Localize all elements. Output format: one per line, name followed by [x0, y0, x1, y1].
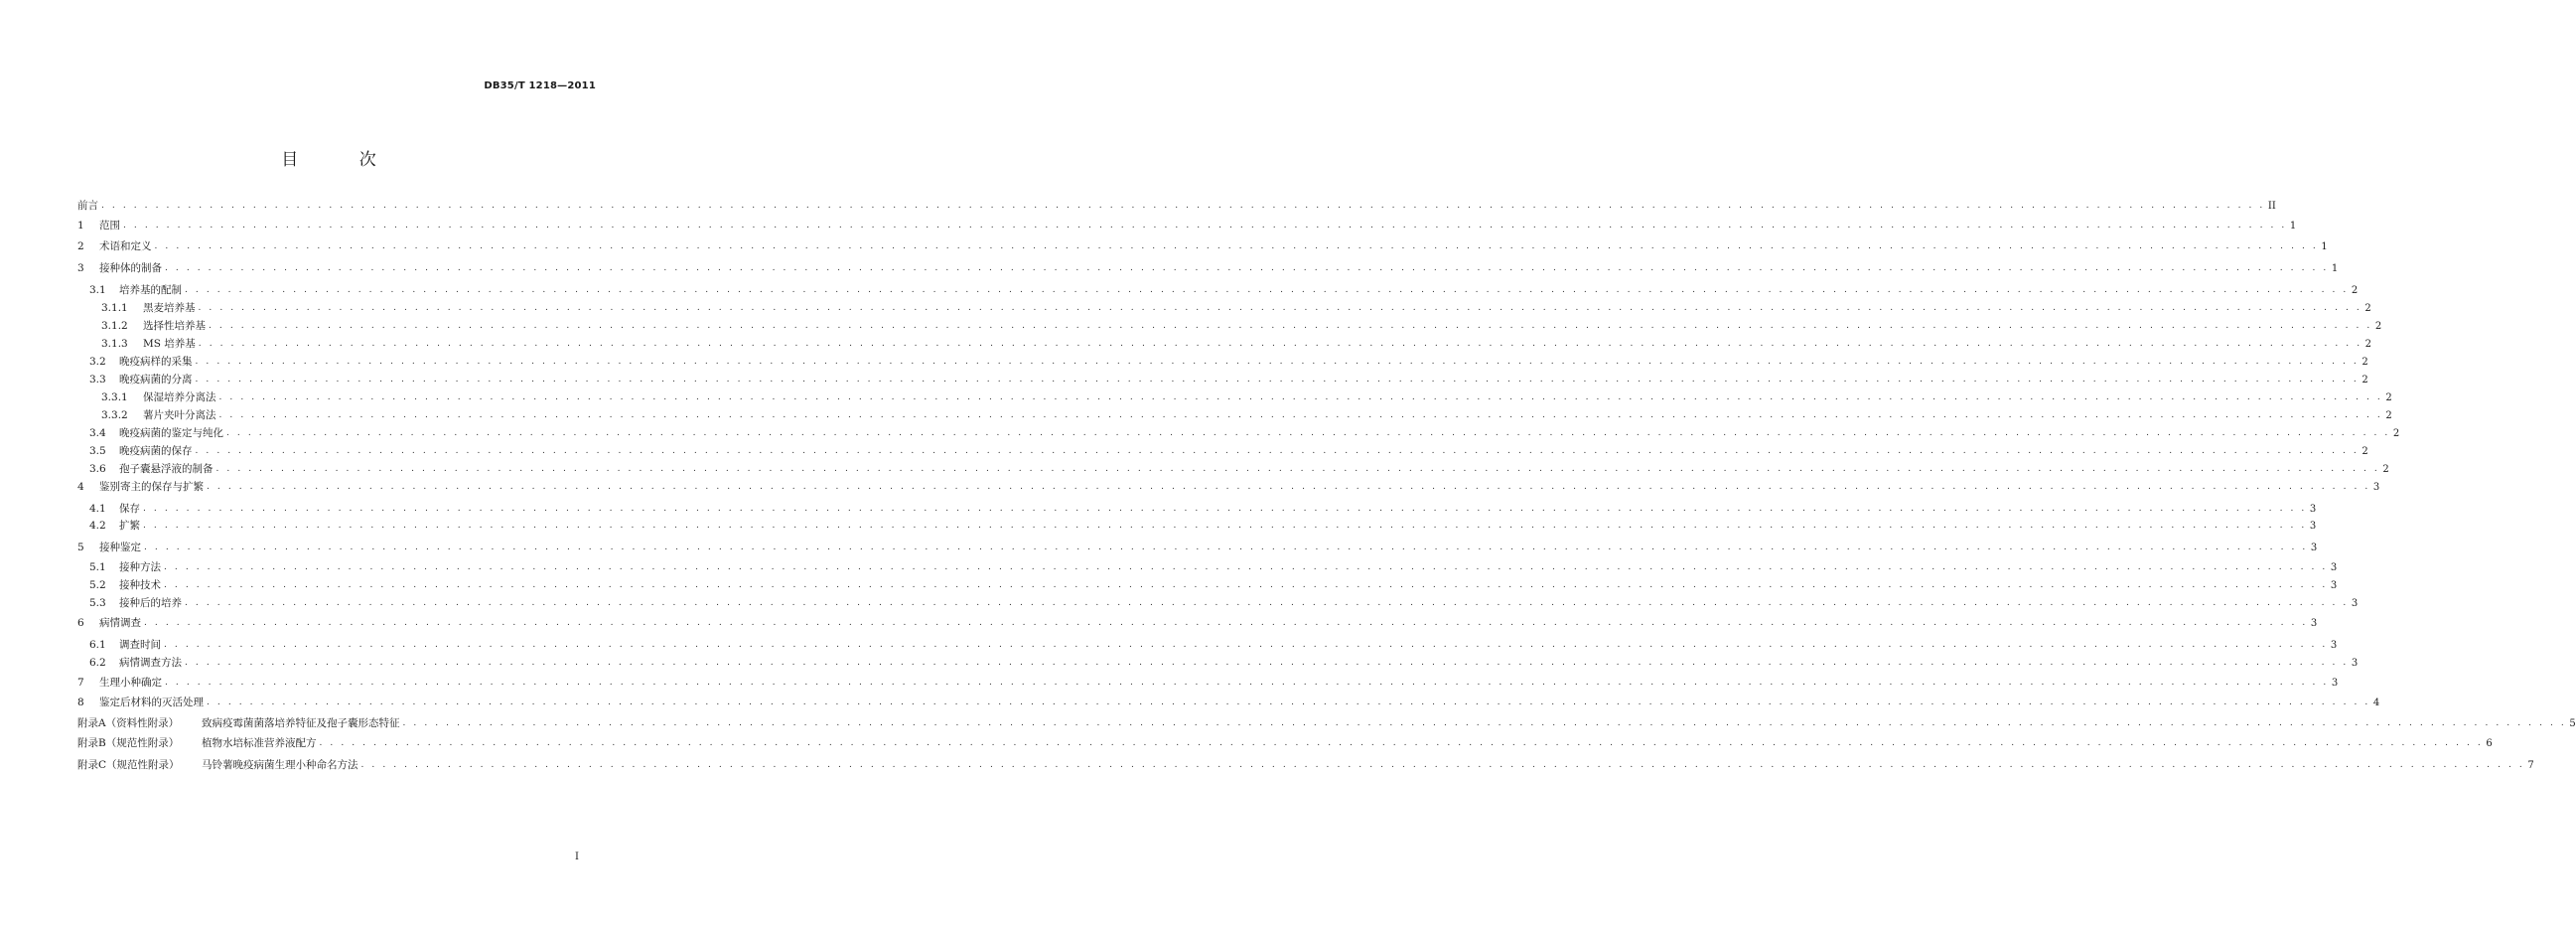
toc-entry-number: 5.2 [89, 579, 106, 591]
toc-entry-page: 5 [2569, 718, 2576, 729]
toc-entry-label: 术语和定义 [99, 240, 152, 252]
toc-entry-page: 2 [2361, 375, 2368, 386]
toc-entry-page: 2 [2364, 339, 2372, 350]
toc-entry-label: 接种鉴定 [99, 542, 141, 553]
dot-leader: . . . . . . . . . . . . . . . . . . . . . . . . . . . . . . . . . . . . . . . . . . . . . . . . . . . . . . . . . . . . . . . . . . . . . . . . . . . . . . . . . . . . . . . . . . . . . . . . . . . . . . . . . . . . . . . . . . . . . . . . . . . . . . . . . . . . . . . . . . . . . . . . . . . . . . . . . . . . . . . . . . . . . . . . . . . . . . . . . . . . . . . . . . . . . . . . . . . . . . . . [360, 760, 2525, 770]
dot-leader: . . . . . . . . . . . . . . . . . . . . . . . . . . . . . . . . . . . . . . . . . . . . . . . . . . . . . . . . . . . . . . . . . . . . . . . . . . . . . . . . . . . . . . . . . . . . . . . . . . . . . . . . . . . . . . . . . . . . . . . . . . . . . . . . . . . . . . . . . . . . . . . . . . . . . . . . . . . . . . . . . . . . . . . . . . . . . . . . . . . . . . . . . . . . . . . . . . . . . . . . [143, 504, 2307, 514]
toc-entry-number: 8 [77, 697, 84, 708]
toc-entry[interactable] [77, 559, 2338, 576]
toc-entry[interactable] [77, 425, 2400, 442]
dot-leader: . . . . . . . . . . . . . . . . . . . . . . . . . . . . . . . . . . . . . . . . . . . . . . . . . . . . . . . . . . . . . . . . . . . . . . . . . . . . . . . . . . . . . . . . . . . . . . . . . . . . . . . . . . . . . . . . . . . . . . . . . . . . . . . . . . . . . . . . . . . . . . . . . . . . . . . . . . . . . . . . . . . . . . . . . . . . . . . . . . . . . . . . . . . . . . . . . . . . . . . . [164, 580, 2328, 590]
toc-entry-page: 2 [2364, 303, 2371, 314]
dot-leader: . . . . . . . . . . . . . . . . . . . . . . . . . . . . . . . . . . . . . . . . . . . . . . . . . . . . . . . . . . . . . . . . . . . . . . . . . . . . . . . . . . . . . . . . . . . . . . . . . . . . . . . . . . . . . . . . . . . . . . . . . . . . . . . . . . . . . . . . . . . . . . . . . . . . . . . . . . . . . . . . . . . . . . . . . . . . . . . . . . . . . . . . . . . . . . . . . . . . . . . . [154, 241, 2319, 251]
toc-entry-number: 3.2 [89, 356, 106, 368]
toc-entry-number: 3.1 [89, 284, 106, 296]
toc-entry-page: 4 [2372, 698, 2380, 708]
toc-entry-number: 附录A（资料性附录） [77, 717, 180, 729]
toc-entry[interactable] [77, 461, 2389, 478]
page-title: 目 次 [281, 150, 404, 170]
toc-entry-number: 3.3.1 [101, 391, 128, 403]
toc-entry[interactable] [77, 372, 2368, 388]
toc-entry[interactable] [77, 318, 2382, 335]
dot-leader: . . . . . . . . . . . . . . . . . . . . . . . . . . . . . . . . . . . . . . . . . . . . . . . . . . . . . . . . . . . . . . . . . . . . . . . . . . . . . . . . . . . . . . . . . . . . . . . . . . . . . . . . . . . . . . . . . . . . . . . . . . . . . . . . . . . . . . . . . . . . . . . . . . . . . . . . . . . . . . . . . . . . . . . . . . . . . . . . . . . . . . . . . . . . . . . . . . . . . . . . [143, 521, 2307, 531]
toc-entry-number: 7 [77, 677, 84, 689]
dot-leader: . . . . . . . . . . . . . . . . . . . . . . . . . . . . . . . . . . . . . . . . . . . . . . . . . . . . . . . . . . . . . . . . . . . . . . . . . . . . . . . . . . . . . . . . . . . . . . . . . . . . . . . . . . . . . . . . . . . . . . . . . . . . . . . . . . . . . . . . . . . . . . . . . . . . . . . . . . . . . . . . . . . . . . . . . . . . . . . . . . . . . . . . . . . . . . . . . . . . . . . . [185, 598, 2349, 608]
toc-entry-number: 4 [77, 481, 84, 493]
toc-entry-label: 晚疫病菌的鉴定与纯化 [119, 427, 223, 439]
toc-entry-number: 6 [77, 617, 84, 629]
toc-entry-label: 马铃薯晚疫病菌生理小种命名方法 [202, 759, 358, 771]
toc-entry-label: 调查时间 [119, 639, 161, 651]
toc-entry-label: 接种技术 [119, 579, 161, 591]
toc-entry-label: 晚疫病菌的分离 [119, 374, 193, 386]
toc-entry[interactable] [77, 389, 2392, 406]
dot-leader: . . . . . . . . . . . . . . . . . . . . . . . . . . . . . . . . . . . . . . . . . . . . . . . . . . . . . . . . . . . . . . . . . . . . . . . . . . . . . . . . . . . . . . . . . . . . . . . . . . . . . . . . . . . . . . . . . . . . . . . . . . . . . . . . . . . . . . . . . . . . . . . . . . . . . . . . . . . . . . . . . . . . . . . . . . . . . . . . . . . . . . . . . . . . . . . . . . . . . . . . [207, 698, 2370, 707]
dot-leader: . . . . . . . . . . . . . . . . . . . . . . . . . . . . . . . . . . . . . . . . . . . . . . . . . . . . . . . . . . . . . . . . . . . . . . . . . . . . . . . . . . . . . . . . . . . . . . . . . . . . . . . . . . . . . . . . . . . . . . . . . . . . . . . . . . . . . . . . . . . . . . . . . . . . . . . . . . . . . . . . . . . . . . . . . . . . . . . . . . . . . . . . . . . . . . . . . . . . . . . . [101, 201, 2265, 211]
toc-entry-page: 3 [2331, 678, 2339, 689]
toc-entry[interactable] [77, 655, 2359, 672]
toc-entry[interactable] [77, 238, 2328, 255]
toc-entry[interactable] [77, 637, 2338, 654]
dot-leader: . . . . . . . . . . . . . . . . . . . . . . . . . . . . . . . . . . . . . . . . . . . . . . . . . . . . . . . . . . . . . . . . . . . . . . . . . . . . . . . . . . . . . . . . . . . . . . . . . . . . . . . . . . . . . . . . . . . . . . . . . . . . . . . . . . . . . . . . . . . . . . . . . . . . . . . . . . . . . . . . . . . . . . . . . . . . . . . . . . . . . . . . . . . . . . . . . . . . . . . . [165, 263, 2329, 273]
toc-entry-label: 致病疫霉菌菌落培养特征及孢子囊形态特征 [202, 717, 400, 729]
toc-entry[interactable] [77, 260, 2339, 277]
toc-entry-label: 培养基的配制 [119, 284, 182, 296]
dot-leader: . . . . . . . . . . . . . . . . . . . . . . . . . . . . . . . . . . . . . . . . . . . . . . . . . . . . . . . . . . . . . . . . . . . . . . . . . . . . . . . . . . . . . . . . . . . . . . . . . . . . . . . . . . . . . . . . . . . . . . . . . . . . . . . . . . . . . . . . . . . . . . . . . . . . . . . . . . . . . . . . . . . . . . . . . . . . . . . . . . . . . . . . . . . . . . . . . . . . . . . . [144, 542, 2308, 552]
toc-entry-page: 2 [2392, 428, 2400, 439]
toc-entry-page: 2 [2385, 410, 2392, 421]
toc-entry-page: 3 [2351, 658, 2359, 669]
toc-entry-label: 病情调查方法 [119, 657, 182, 669]
toc-entry-label: 扩繁 [119, 520, 140, 532]
toc-entry[interactable] [77, 577, 2338, 594]
toc-entry-label: 鉴定后材料的灭活处理 [99, 697, 204, 708]
toc-entry-page: 2 [2361, 446, 2368, 457]
toc-entry-label: 接种方法 [119, 561, 161, 573]
toc-entry-label: 薯片夹叶分离法 [143, 409, 216, 421]
toc-entry-page: 3 [2309, 521, 2317, 532]
toc-entry[interactable] [77, 218, 2297, 234]
toc-entry-page: 3 [2351, 598, 2359, 609]
toc-entry-label: 晚疫病样的采集 [119, 356, 193, 368]
toc-entry-page: 3 [2330, 580, 2338, 591]
toc-entry[interactable] [77, 615, 2318, 632]
dot-leader: . . . . . . . . . . . . . . . . . . . . . . . . . . . . . . . . . . . . . . . . . . . . . . . . . . . . . . . . . . . . . . . . . . . . . . . . . . . . . . . . . . . . . . . . . . . . . . . . . . . . . . . . . . . . . . . . . . . . . . . . . . . . . . . . . . . . . . . . . . . . . . . . . . . . . . . . . . . . . . . . . . . . . . . . . . . . . . . . . . . . . . . . . . . . . . . . . . . . . . . . [319, 738, 2484, 748]
page-number: I [575, 852, 579, 862]
toc-entry-page: 1 [2331, 263, 2339, 274]
dot-leader: . . . . . . . . . . . . . . . . . . . . . . . . . . . . . . . . . . . . . . . . . . . . . . . . . . . . . . . . . . . . . . . . . . . . . . . . . . . . . . . . . . . . . . . . . . . . . . . . . . . . . . . . . . . . . . . . . . . . . . . . . . . . . . . . . . . . . . . . . . . . . . . . . . . . . . . . . . . . . . . . . . . . . . . . . . . . . . . . . . . . . . . . . . . . . . . . . . . . . . . . [198, 303, 2362, 313]
toc-entry-page: 3 [2372, 482, 2380, 493]
toc-entry-number: 1 [77, 220, 84, 232]
toc-entry-number: 2 [77, 240, 84, 252]
toc-entry[interactable] [77, 479, 2380, 496]
toc-entry-label: 选择性培养基 [143, 320, 206, 332]
toc-entry[interactable] [77, 354, 2368, 371]
toc-entry-label: 接种后的培养 [119, 597, 182, 609]
toc-entry-page: 2 [2351, 285, 2359, 296]
toc-entry-page: 3 [2330, 640, 2338, 651]
toc-entry-label: 保存 [119, 503, 140, 515]
toc-entry[interactable] [77, 735, 2493, 752]
toc-entry-number: 3.5 [89, 445, 106, 457]
toc-entry-label: 黑麦培养基 [143, 302, 196, 314]
dot-leader: . . . . . . . . . . . . . . . . . . . . . . . . . . . . . . . . . . . . . . . . . . . . . . . . . . . . . . . . . . . . . . . . . . . . . . . . . . . . . . . . . . . . . . . . . . . . . . . . . . . . . . . . . . . . . . . . . . . . . . . . . . . . . . . . . . . . . . . . . . . . . . . . . . . . . . . . . . . . . . . . . . . . . . . . . . . . . . . . . . . . . . . . . . . . . . . . . . . . . . . . [195, 357, 2360, 367]
dot-leader: . . . . . . . . . . . . . . . . . . . . . . . . . . . . . . . . . . . . . . . . . . . . . . . . . . . . . . . . . . . . . . . . . . . . . . . . . . . . . . . . . . . . . . . . . . . . . . . . . . . . . . . . . . . . . . . . . . . . . . . . . . . . . . . . . . . . . . . . . . . . . . . . . . . . . . . . . . . . . . . . . . . . . . . . . . . . . . . . . . . . . . . . . . . . . . . . . . . . . . . . [144, 618, 2308, 628]
toc-entry-page: II [2267, 201, 2276, 212]
toc-entry-number: 3.6 [89, 463, 106, 475]
toc-entry-number: 附录C（规范性附录） [77, 759, 180, 771]
toc-entry-number: 3.1.1 [101, 302, 128, 314]
toc-entry-label: 孢子囊悬浮液的制备 [119, 463, 214, 475]
toc-entry[interactable] [77, 518, 2317, 535]
dot-leader: . . . . . . . . . . . . . . . . . . . . . . . . . . . . . . . . . . . . . . . . . . . . . . . . . . . . . . . . . . . . . . . . . . . . . . . . . . . . . . . . . . . . . . . . . . . . . . . . . . . . . . . . . . . . . . . . . . . . . . . . . . . . . . . . . . . . . . . . . . . . . . . . . . . . . . . . . . . . . . . . . . . . . . . . . . . . . . . . . . . . . . . . . . . . . . . . . . . . . . . . [185, 285, 2349, 295]
toc-entry-label: 保湿培养分离法 [143, 391, 216, 403]
toc-entry[interactable] [77, 443, 2368, 460]
toc-entry-number: 3.1.3 [101, 338, 128, 350]
toc-entry-number: 3.1.2 [101, 320, 128, 332]
toc-entry-label: 范围 [99, 220, 120, 232]
toc-entry-number: 3.3 [89, 374, 106, 386]
dot-leader: . . . . . . . . . . . . . . . . . . . . . . . . . . . . . . . . . . . . . . . . . . . . . . . . . . . . . . . . . . . . . . . . . . . . . . . . . . . . . . . . . . . . . . . . . . . . . . . . . . . . . . . . . . . . . . . . . . . . . . . . . . . . . . . . . . . . . . . . . . . . . . . . . . . . . . . . . . . . . . . . . . . . . . . . . . . . . . . . . . . . . . . . . . . . . . . . . . . . . . . . [195, 446, 2360, 456]
dot-leader: . . . . . . . . . . . . . . . . . . . . . . . . . . . . . . . . . . . . . . . . . . . . . . . . . . . . . . . . . . . . . . . . . . . . . . . . . . . . . . . . . . . . . . . . . . . . . . . . . . . . . . . . . . . . . . . . . . . . . . . . . . . . . . . . . . . . . . . . . . . . . . . . . . . . . . . . . . . . . . . . . . . . . . . . . . . . . . . . . . . . . . . . . . . . . . . . . . . . . . . . [226, 428, 2390, 438]
toc-entry-page: 3 [2309, 504, 2317, 515]
toc-entry[interactable] [77, 336, 2372, 353]
toc-entry-page: 3 [2310, 618, 2318, 629]
toc-entry-page: 3 [2330, 562, 2338, 573]
dot-leader: . . . . . . . . . . . . . . . . . . . . . . . . . . . . . . . . . . . . . . . . . . . . . . . . . . . . . . . . . . . . . . . . . . . . . . . . . . . . . . . . . . . . . . . . . . . . . . . . . . . . . . . . . . . . . . . . . . . . . . . . . . . . . . . . . . . . . . . . . . . . . . . . . . . . . . . . . . . . . . . . . . . . . . . . . . . . . . . . . . . . . . . . . . . . . . . . . . . . . . . . [209, 321, 2372, 331]
toc-entry[interactable] [77, 757, 2534, 774]
toc-entry-label: 鉴别寄主的保存与扩繁 [99, 481, 204, 493]
toc-entry-page: 2 [2382, 464, 2389, 475]
toc-entry-number: 5.3 [89, 597, 106, 609]
dot-leader: . . . . . . . . . . . . . . . . . . . . . . . . . . . . . . . . . . . . . . . . . . . . . . . . . . . . . . . . . . . . . . . . . . . . . . . . . . . . . . . . . . . . . . . . . . . . . . . . . . . . . . . . . . . . . . . . . . . . . . . . . . . . . . . . . . . . . . . . . . . . . . . . . . . . . . . . . . . . . . . . . . . . . . . . . . . . . . . . . . . . . . . . . . . . . . . . . . . . . . . . [165, 678, 2329, 688]
toc-entry-number: 3.4 [89, 427, 106, 439]
toc-entry-page: 6 [2486, 738, 2493, 749]
toc-entry-number: 6.1 [89, 639, 106, 651]
dot-leader: . . . . . . . . . . . . . . . . . . . . . . . . . . . . . . . . . . . . . . . . . . . . . . . . . . . . . . . . . . . . . . . . . . . . . . . . . . . . . . . . . . . . . . . . . . . . . . . . . . . . . . . . . . . . . . . . . . . . . . . . . . . . . . . . . . . . . . . . . . . . . . . . . . . . . . . . . . . . . . . . . . . . . . . . . . . . . . . . . . . . . . . . . . . . . . . . . . . . . . . . [195, 375, 2360, 385]
toc-entry[interactable] [77, 540, 2318, 556]
dot-leader: . . . . . . . . . . . . . . . . . . . . . . . . . . . . . . . . . . . . . . . . . . . . . . . . . . . . . . . . . . . . . . . . . . . . . . . . . . . . . . . . . . . . . . . . . . . . . . . . . . . . . . . . . . . . . . . . . . . . . . . . . . . . . . . . . . . . . . . . . . . . . . . . . . . . . . . . . . . . . . . . . . . . . . . . . . . . . . . . . . . . . . . . . . . . . . . . . . . . . . . . [164, 562, 2328, 572]
toc-entry-page: 2 [2361, 357, 2368, 368]
document-code: DB35/T 1218—2011 [484, 80, 596, 91]
toc-entry-page: 7 [2527, 760, 2534, 771]
toc-entry-number: 5 [77, 542, 84, 553]
toc-entry-label: MS 培养基 [143, 338, 196, 350]
toc-entry-label: 晚疫病菌的保存 [119, 445, 193, 457]
toc-entry[interactable] [77, 675, 2339, 692]
toc-entry[interactable] [77, 282, 2359, 299]
toc-entry[interactable] [77, 501, 2317, 518]
dot-leader: . . . . . . . . . . . . . . . . . . . . . . . . . . . . . . . . . . . . . . . . . . . . . . . . . . . . . . . . . . . . . . . . . . . . . . . . . . . . . . . . . . . . . . . . . . . . . . . . . . . . . . . . . . . . . . . . . . . . . . . . . . . . . . . . . . . . . . . . . . . . . . . . . . . . . . . . . . . . . . . . . . . . . . . . . . . . . . . . . . . . . . . . . . . . . . . . . . . . . . . . [402, 718, 2567, 728]
toc-entry-label: 前言 [77, 200, 98, 212]
toc-entry-number: 3.3.2 [101, 409, 128, 421]
toc-entry-number: 4.1 [89, 503, 106, 515]
toc-entry[interactable] [77, 407, 2392, 424]
toc-entry-page: 1 [2321, 241, 2328, 252]
toc-entry-number: 3 [77, 262, 84, 274]
dot-leader: . . . . . . . . . . . . . . . . . . . . . . . . . . . . . . . . . . . . . . . . . . . . . . . . . . . . . . . . . . . . . . . . . . . . . . . . . . . . . . . . . . . . . . . . . . . . . . . . . . . . . . . . . . . . . . . . . . . . . . . . . . . . . . . . . . . . . . . . . . . . . . . . . . . . . . . . . . . . . . . . . . . . . . . . . . . . . . . . . . . . . . . . . . . . . . . . . . . . . . . . [123, 221, 2287, 231]
toc-entry[interactable] [77, 695, 2380, 711]
dot-leader: . . . . . . . . . . . . . . . . . . . . . . . . . . . . . . . . . . . . . . . . . . . . . . . . . . . . . . . . . . . . . . . . . . . . . . . . . . . . . . . . . . . . . . . . . . . . . . . . . . . . . . . . . . . . . . . . . . . . . . . . . . . . . . . . . . . . . . . . . . . . . . . . . . . . . . . . . . . . . . . . . . . . . . . . . . . . . . . . . . . . . . . . . . . . . . . . . . . . . . . . [218, 392, 2383, 402]
toc-entry-number: 附录B（规范性附录） [77, 737, 180, 749]
toc-entry-number: 4.2 [89, 520, 106, 532]
dot-leader: . . . . . . . . . . . . . . . . . . . . . . . . . . . . . . . . . . . . . . . . . . . . . . . . . . . . . . . . . . . . . . . . . . . . . . . . . . . . . . . . . . . . . . . . . . . . . . . . . . . . . . . . . . . . . . . . . . . . . . . . . . . . . . . . . . . . . . . . . . . . . . . . . . . . . . . . . . . . . . . . . . . . . . . . . . . . . . . . . . . . . . . . . . . . . . . . . . . . . . . . [215, 464, 2380, 474]
toc-entry[interactable] [77, 595, 2359, 612]
dot-leader: . . . . . . . . . . . . . . . . . . . . . . . . . . . . . . . . . . . . . . . . . . . . . . . . . . . . . . . . . . . . . . . . . . . . . . . . . . . . . . . . . . . . . . . . . . . . . . . . . . . . . . . . . . . . . . . . . . . . . . . . . . . . . . . . . . . . . . . . . . . . . . . . . . . . . . . . . . . . . . . . . . . . . . . . . . . . . . . . . . . . . . . . . . . . . . . . . . . . . . . . [185, 658, 2349, 668]
toc-entry[interactable] [77, 715, 2576, 732]
toc-entry-label: 病情调查 [99, 617, 141, 629]
toc-entry-label: 生理小种确定 [99, 677, 162, 689]
dot-leader: . . . . . . . . . . . . . . . . . . . . . . . . . . . . . . . . . . . . . . . . . . . . . . . . . . . . . . . . . . . . . . . . . . . . . . . . . . . . . . . . . . . . . . . . . . . . . . . . . . . . . . . . . . . . . . . . . . . . . . . . . . . . . . . . . . . . . . . . . . . . . . . . . . . . . . . . . . . . . . . . . . . . . . . . . . . . . . . . . . . . . . . . . . . . . . . . . . . . . . . . [198, 339, 2362, 349]
toc-entry-page: 1 [2289, 221, 2297, 232]
toc-entry-number: 6.2 [89, 657, 106, 669]
toc-entry-label: 植物水培标准营养液配方 [202, 737, 317, 749]
toc-entry[interactable] [77, 300, 2371, 317]
toc-entry-page: 3 [2310, 542, 2318, 553]
toc-entry-page: 2 [2385, 392, 2392, 403]
toc-entry-label: 接种体的制备 [99, 262, 162, 274]
dot-leader: . . . . . . . . . . . . . . . . . . . . . . . . . . . . . . . . . . . . . . . . . . . . . . . . . . . . . . . . . . . . . . . . . . . . . . . . . . . . . . . . . . . . . . . . . . . . . . . . . . . . . . . . . . . . . . . . . . . . . . . . . . . . . . . . . . . . . . . . . . . . . . . . . . . . . . . . . . . . . . . . . . . . . . . . . . . . . . . . . . . . . . . . . . . . . . . . . . . . . . . . [218, 410, 2383, 420]
toc-entry-page: 2 [2374, 321, 2382, 332]
toc-entry-number: 5.1 [89, 561, 106, 573]
dot-leader: . . . . . . . . . . . . . . . . . . . . . . . . . . . . . . . . . . . . . . . . . . . . . . . . . . . . . . . . . . . . . . . . . . . . . . . . . . . . . . . . . . . . . . . . . . . . . . . . . . . . . . . . . . . . . . . . . . . . . . . . . . . . . . . . . . . . . . . . . . . . . . . . . . . . . . . . . . . . . . . . . . . . . . . . . . . . . . . . . . . . . . . . . . . . . . . . . . . . . . . . [207, 482, 2370, 492]
toc-entry[interactable] [77, 198, 2276, 215]
dot-leader: . . . . . . . . . . . . . . . . . . . . . . . . . . . . . . . . . . . . . . . . . . . . . . . . . . . . . . . . . . . . . . . . . . . . . . . . . . . . . . . . . . . . . . . . . . . . . . . . . . . . . . . . . . . . . . . . . . . . . . . . . . . . . . . . . . . . . . . . . . . . . . . . . . . . . . . . . . . . . . . . . . . . . . . . . . . . . . . . . . . . . . . . . . . . . . . . . . . . . . . . [164, 640, 2328, 650]
